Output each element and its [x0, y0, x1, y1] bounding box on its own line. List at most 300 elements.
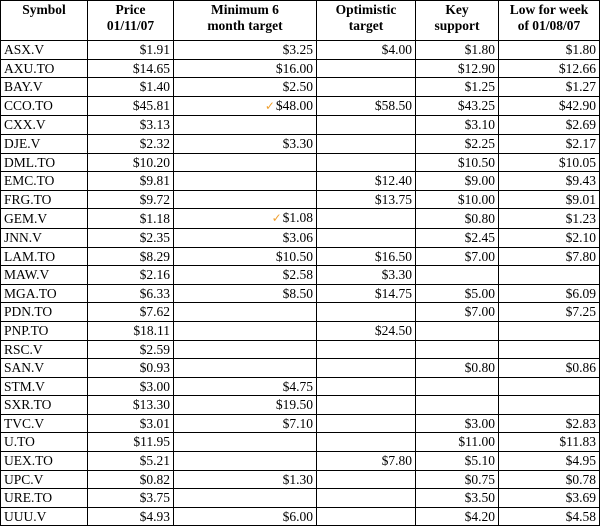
cell-symbol-value: SXR.TO	[4, 397, 52, 413]
cell-price-value: $2.59	[139, 341, 170, 357]
cell-min6-target	[174, 247, 317, 266]
cell-symbol-value: UEX.TO	[4, 453, 53, 469]
cell-low-week	[499, 41, 600, 60]
cell-low-week-value: $1.27	[565, 79, 596, 95]
cell-key-support	[416, 414, 499, 433]
header-row	[1, 1, 600, 41]
cell-price	[88, 153, 174, 172]
cell-low-week	[499, 228, 600, 247]
cell-key-support	[416, 284, 499, 303]
cell-symbol-value: JNN.V	[4, 229, 42, 245]
cell-symbol-value: PNP.TO	[4, 322, 49, 338]
cell-low-week-value: $4.58	[565, 508, 596, 524]
cell-optimistic-target	[317, 209, 416, 229]
cell-key-support-value: $10.50	[457, 154, 495, 170]
table-row	[1, 452, 600, 471]
cell-symbol-value: DML.TO	[4, 154, 56, 170]
cell-min6-target-value: $1.08	[282, 210, 313, 226]
cell-key-support	[416, 116, 499, 135]
cell-optimistic-target-value: $7.80	[381, 453, 412, 469]
cell-symbol-value: CXX.V	[4, 117, 46, 133]
cell-key-support-value: $0.80	[464, 360, 495, 376]
cell-price	[88, 340, 174, 359]
cell-low-week	[499, 414, 600, 433]
cell-low-week	[499, 284, 600, 303]
cell-price-value: $5.21	[139, 453, 170, 469]
cell-key-support-value: $3.00	[464, 415, 495, 431]
cell-symbol	[1, 507, 88, 526]
cell-min6-target	[174, 266, 317, 285]
cell-price-value: $1.40	[139, 79, 170, 95]
checkmark-icon: ✓	[271, 211, 282, 226]
table-row	[1, 153, 600, 172]
cell-key-support	[416, 507, 499, 526]
cell-key-support-value: $1.25	[464, 79, 495, 95]
cell-key-support	[416, 172, 499, 191]
cell-min6-target	[174, 414, 317, 433]
cell-low-week	[499, 470, 600, 489]
cell-price-value: $4.93	[139, 508, 170, 524]
cell-price-value: $1.18	[139, 210, 170, 226]
cell-symbol-value: SAN.V	[4, 360, 45, 376]
cell-low-week	[499, 190, 600, 209]
cell-min6-target	[174, 116, 317, 135]
cell-symbol-value: U.TO	[4, 434, 35, 450]
cell-key-support	[416, 247, 499, 266]
cell-min6-target	[174, 96, 317, 116]
cell-min6-target	[174, 41, 317, 60]
cell-key-support	[416, 303, 499, 322]
cell-symbol	[1, 414, 88, 433]
cell-min6-target	[174, 489, 317, 508]
cell-optimistic-target	[317, 153, 416, 172]
cell-low-week	[499, 359, 600, 378]
cell-key-support-value: $3.10	[464, 117, 495, 133]
cell-key-support	[416, 433, 499, 452]
cell-symbol-value: CCO.TO	[4, 98, 53, 114]
cell-optimistic-target-value: $4.00	[381, 42, 412, 57]
table-row	[1, 78, 600, 97]
cell-price-value: $6.33	[139, 285, 170, 301]
cell-optimistic-target	[317, 340, 416, 359]
cell-low-week	[499, 247, 600, 266]
cell-min6-target	[174, 303, 317, 322]
cell-min6-target-value: $7.10	[282, 415, 313, 431]
cell-low-week	[499, 433, 600, 452]
cell-symbol-value: EMC.TO	[4, 173, 55, 189]
cell-optimistic-target-value: $13.75	[374, 191, 412, 207]
cell-price-value: $10.20	[132, 154, 170, 170]
cell-price	[88, 321, 174, 340]
table-row	[1, 489, 600, 508]
cell-min6-target	[174, 190, 317, 209]
cell-min6-target	[174, 172, 317, 191]
cell-price	[88, 489, 174, 508]
cell-key-support	[416, 228, 499, 247]
cell-price-value: $3.00	[139, 378, 170, 394]
cell-optimistic-target	[317, 78, 416, 97]
cell-optimistic-target-value: $3.30	[381, 267, 412, 283]
cell-price	[88, 190, 174, 209]
cell-symbol-value: FRG.TO	[4, 191, 52, 207]
cell-price-value: $18.11	[133, 322, 170, 338]
cell-optimistic-target	[317, 433, 416, 452]
table-row	[1, 247, 600, 266]
cell-price-value: $14.65	[132, 60, 170, 76]
cell-min6-target	[174, 470, 317, 489]
cell-price-value: $9.72	[139, 191, 170, 207]
cell-optimistic-target	[317, 452, 416, 471]
cell-low-week	[499, 78, 600, 97]
cell-low-week-value: $4.95	[565, 453, 596, 469]
cell-min6-target-value: $19.50	[275, 397, 313, 413]
cell-optimistic-target	[317, 396, 416, 415]
cell-symbol	[1, 247, 88, 266]
header-low-week: Low for week of 01/08/07	[499, 1, 600, 41]
cell-optimistic-target	[317, 41, 416, 60]
cell-key-support	[416, 153, 499, 172]
header-symbol: Symbol	[1, 1, 88, 41]
cell-low-week-value: $2.83	[565, 415, 596, 431]
cell-optimistic-target	[317, 377, 416, 396]
cell-low-week	[499, 172, 600, 191]
cell-symbol-value: TVC.V	[4, 415, 45, 431]
cell-min6-target	[174, 78, 317, 97]
table-row	[1, 266, 600, 285]
cell-key-support-value: $9.00	[464, 173, 495, 189]
cell-price-value: $9.81	[139, 173, 170, 189]
cell-price	[88, 377, 174, 396]
header-price: Price 01/11/07	[88, 1, 174, 41]
cell-optimistic-target-value: $12.40	[374, 173, 412, 189]
cell-key-support-value: $7.00	[464, 248, 495, 264]
cell-min6-target-value: $3.30	[282, 135, 313, 151]
cell-low-week	[499, 340, 600, 359]
cell-price	[88, 266, 174, 285]
cell-symbol	[1, 172, 88, 191]
cell-optimistic-target	[317, 96, 416, 116]
cell-symbol	[1, 209, 88, 229]
cell-price-value: $3.75	[139, 490, 170, 506]
cell-key-support	[416, 377, 499, 396]
cell-symbol	[1, 303, 88, 322]
header-min6-target: Minimum 6 month target	[174, 1, 317, 41]
cell-min6-target	[174, 59, 317, 78]
cell-key-support	[416, 41, 499, 60]
cell-min6-target-value: $6.00	[282, 508, 313, 524]
cell-min6-target	[174, 134, 317, 153]
cell-symbol	[1, 153, 88, 172]
cell-key-support-value: $2.25	[464, 135, 495, 151]
cell-key-support	[416, 359, 499, 378]
cell-price	[88, 452, 174, 471]
cell-price	[88, 228, 174, 247]
cell-price-value: $2.32	[139, 135, 170, 151]
cell-min6-target	[174, 340, 317, 359]
cell-optimistic-target	[317, 247, 416, 266]
cell-optimistic-target-value: $14.75	[374, 285, 412, 301]
cell-low-week-value: $11.83	[559, 434, 596, 450]
cell-price-value: $2.16	[139, 267, 170, 283]
cell-key-support	[416, 190, 499, 209]
cell-min6-target-value: $2.58	[282, 267, 313, 283]
cell-price-value: $2.35	[139, 229, 170, 245]
cell-optimistic-target	[317, 414, 416, 433]
cell-low-week	[499, 116, 600, 135]
cell-key-support	[416, 266, 499, 285]
cell-low-week	[499, 489, 600, 508]
cell-key-support	[416, 489, 499, 508]
cell-key-support-value: $1.80	[464, 42, 495, 57]
cell-key-support-value: $10.00	[457, 191, 495, 207]
cell-low-week	[499, 321, 600, 340]
cell-key-support-value: $7.00	[464, 304, 495, 320]
cell-symbol-value: AXU.TO	[4, 60, 55, 76]
cell-optimistic-target	[317, 59, 416, 78]
cell-key-support-value: $5.10	[464, 453, 495, 469]
cell-price	[88, 59, 174, 78]
cell-price-value: $7.62	[139, 304, 170, 320]
cell-key-support-value: $5.00	[464, 285, 495, 301]
cell-low-week-value: $0.78	[565, 471, 596, 487]
cell-optimistic-target-value: $16.50	[374, 248, 412, 264]
cell-symbol-value: STM.V	[4, 378, 45, 394]
cell-low-week	[499, 452, 600, 471]
cell-price-value: $3.13	[139, 117, 170, 133]
cell-price	[88, 96, 174, 116]
cell-symbol	[1, 396, 88, 415]
cell-symbol-value: MAW.V	[4, 267, 50, 283]
cell-low-week-value: $9.43	[565, 173, 596, 189]
cell-optimistic-target	[317, 470, 416, 489]
cell-low-week	[499, 396, 600, 415]
table-body	[1, 41, 600, 526]
cell-key-support-value: $2.45	[464, 229, 495, 245]
cell-low-week-value: $2.69	[565, 117, 596, 133]
cell-low-week-value: $10.05	[558, 154, 596, 170]
cell-symbol-value: DJE.V	[4, 135, 41, 151]
cell-price	[88, 433, 174, 452]
cell-key-support-value: $0.75	[464, 471, 495, 487]
cell-symbol	[1, 266, 88, 285]
cell-optimistic-target	[317, 321, 416, 340]
cell-symbol	[1, 452, 88, 471]
checkmark-icon: ✓	[264, 98, 275, 113]
cell-low-week	[499, 134, 600, 153]
header-key-support: Key support	[416, 1, 499, 41]
cell-key-support	[416, 78, 499, 97]
cell-low-week	[499, 153, 600, 172]
cell-symbol	[1, 433, 88, 452]
table-row	[1, 359, 600, 378]
cell-min6-target-value: $1.30	[282, 471, 313, 487]
cell-low-week	[499, 96, 600, 116]
cell-price-value: $8.29	[139, 248, 170, 264]
cell-symbol-value: LAM.TO	[4, 248, 56, 264]
table-row	[1, 284, 600, 303]
cell-low-week	[499, 59, 600, 78]
cell-min6-target	[174, 377, 317, 396]
cell-low-week	[499, 209, 600, 229]
cell-price	[88, 507, 174, 526]
cell-optimistic-target	[317, 116, 416, 135]
cell-price	[88, 247, 174, 266]
cell-price	[88, 359, 174, 378]
table-row	[1, 470, 600, 489]
cell-key-support-value: $3.50	[464, 490, 495, 506]
cell-symbol-value: UPC.V	[4, 471, 44, 487]
cell-min6-target-value: $16.00	[275, 60, 313, 76]
cell-key-support	[416, 59, 499, 78]
cell-price	[88, 396, 174, 415]
cell-optimistic-target	[317, 303, 416, 322]
cell-min6-target	[174, 153, 317, 172]
cell-min6-target	[174, 452, 317, 471]
cell-symbol	[1, 377, 88, 396]
cell-price	[88, 134, 174, 153]
cell-price	[88, 209, 174, 229]
cell-low-week-value: $1.80	[565, 42, 596, 57]
table-row	[1, 414, 600, 433]
cell-min6-target-value: $3.25	[282, 42, 313, 57]
table-row	[1, 433, 600, 452]
cell-low-week-value: $7.25	[565, 304, 596, 320]
table-row	[1, 377, 600, 396]
cell-min6-target	[174, 321, 317, 340]
cell-key-support-value: $4.20	[464, 508, 495, 524]
cell-min6-target-value: $10.50	[275, 248, 313, 264]
table-row	[1, 321, 600, 340]
cell-symbol-value: BAY.V	[4, 79, 43, 95]
cell-low-week	[499, 266, 600, 285]
cell-low-week-value: $9.01	[565, 191, 596, 207]
cell-min6-target	[174, 433, 317, 452]
cell-symbol-value: GEM.V	[4, 210, 48, 226]
table-row	[1, 228, 600, 247]
table-row	[1, 209, 600, 229]
cell-price	[88, 172, 174, 191]
table-row	[1, 172, 600, 191]
cell-low-week-value: $42.90	[558, 98, 596, 114]
cell-key-support	[416, 134, 499, 153]
cell-price-value: $13.30	[132, 397, 170, 413]
cell-optimistic-target	[317, 172, 416, 191]
cell-min6-target	[174, 228, 317, 247]
cell-symbol	[1, 470, 88, 489]
cell-symbol-value: ASX.V	[4, 42, 45, 57]
cell-low-week-value: $12.66	[558, 60, 596, 76]
table-row	[1, 340, 600, 359]
table-row	[1, 116, 600, 135]
cell-optimistic-target	[317, 266, 416, 285]
cell-price-value: $45.81	[132, 98, 170, 114]
cell-price-value: $3.01	[139, 415, 170, 431]
cell-symbol	[1, 59, 88, 78]
cell-symbol	[1, 78, 88, 97]
cell-key-support	[416, 396, 499, 415]
cell-symbol-value: UUU.V	[4, 508, 47, 524]
cell-low-week	[499, 507, 600, 526]
cell-min6-target	[174, 507, 317, 526]
cell-price	[88, 284, 174, 303]
table-row	[1, 303, 600, 322]
table-row	[1, 396, 600, 415]
cell-low-week-value: $0.86	[565, 360, 596, 376]
cell-min6-target	[174, 359, 317, 378]
cell-optimistic-target	[317, 228, 416, 247]
cell-optimistic-target	[317, 489, 416, 508]
cell-key-support	[416, 321, 499, 340]
cell-low-week-value: $7.80	[565, 248, 596, 264]
table-header	[1, 1, 600, 41]
cell-price	[88, 414, 174, 433]
cell-min6-target-value: $48.00	[275, 97, 313, 113]
cell-low-week-value: $3.69	[565, 490, 596, 506]
cell-key-support	[416, 209, 499, 229]
cell-key-support	[416, 470, 499, 489]
cell-symbol	[1, 340, 88, 359]
cell-price	[88, 78, 174, 97]
table-row	[1, 41, 600, 60]
cell-key-support-value: $11.00	[458, 434, 495, 450]
cell-min6-target-value: $8.50	[282, 285, 313, 301]
header-optimistic-target: Optimistic target	[317, 1, 416, 41]
table-row	[1, 96, 600, 116]
cell-price	[88, 303, 174, 322]
cell-symbol	[1, 190, 88, 209]
table-row	[1, 59, 600, 78]
cell-min6-target	[174, 284, 317, 303]
cell-symbol-value: RSC.V	[4, 341, 43, 357]
cell-symbol	[1, 116, 88, 135]
cell-symbol	[1, 228, 88, 247]
cell-low-week-value: $2.10	[565, 229, 596, 245]
cell-optimistic-target	[317, 134, 416, 153]
cell-symbol	[1, 321, 88, 340]
cell-low-week-value: $2.17	[565, 135, 596, 151]
cell-low-week-value: $6.09	[565, 285, 596, 301]
cell-symbol-value: MGA.TO	[4, 285, 57, 301]
cell-symbol	[1, 489, 88, 508]
cell-key-support-value: $43.25	[457, 98, 495, 114]
cell-low-week	[499, 377, 600, 396]
cell-low-week	[499, 303, 600, 322]
cell-key-support	[416, 96, 499, 116]
cell-key-support	[416, 340, 499, 359]
cell-optimistic-target	[317, 359, 416, 378]
cell-min6-target-value: $4.75	[282, 378, 313, 394]
cell-min6-target-value: $2.50	[282, 79, 313, 95]
cell-price	[88, 41, 174, 60]
cell-optimistic-target	[317, 507, 416, 526]
cell-symbol-value: PDN.TO	[4, 304, 53, 320]
cell-symbol	[1, 41, 88, 60]
cell-key-support	[416, 452, 499, 471]
cell-low-week-value: $1.23	[565, 210, 596, 226]
table-row	[1, 507, 600, 526]
cell-price-value: $1.91	[139, 42, 170, 57]
cell-price	[88, 116, 174, 135]
cell-optimistic-target	[317, 284, 416, 303]
cell-symbol	[1, 284, 88, 303]
cell-min6-target	[174, 209, 317, 229]
cell-min6-target	[174, 396, 317, 415]
cell-price-value: $11.95	[133, 434, 170, 450]
cell-symbol	[1, 96, 88, 116]
table-row	[1, 134, 600, 153]
cell-key-support-value: $12.90	[457, 60, 495, 76]
cell-key-support-value: $0.80	[464, 210, 495, 226]
